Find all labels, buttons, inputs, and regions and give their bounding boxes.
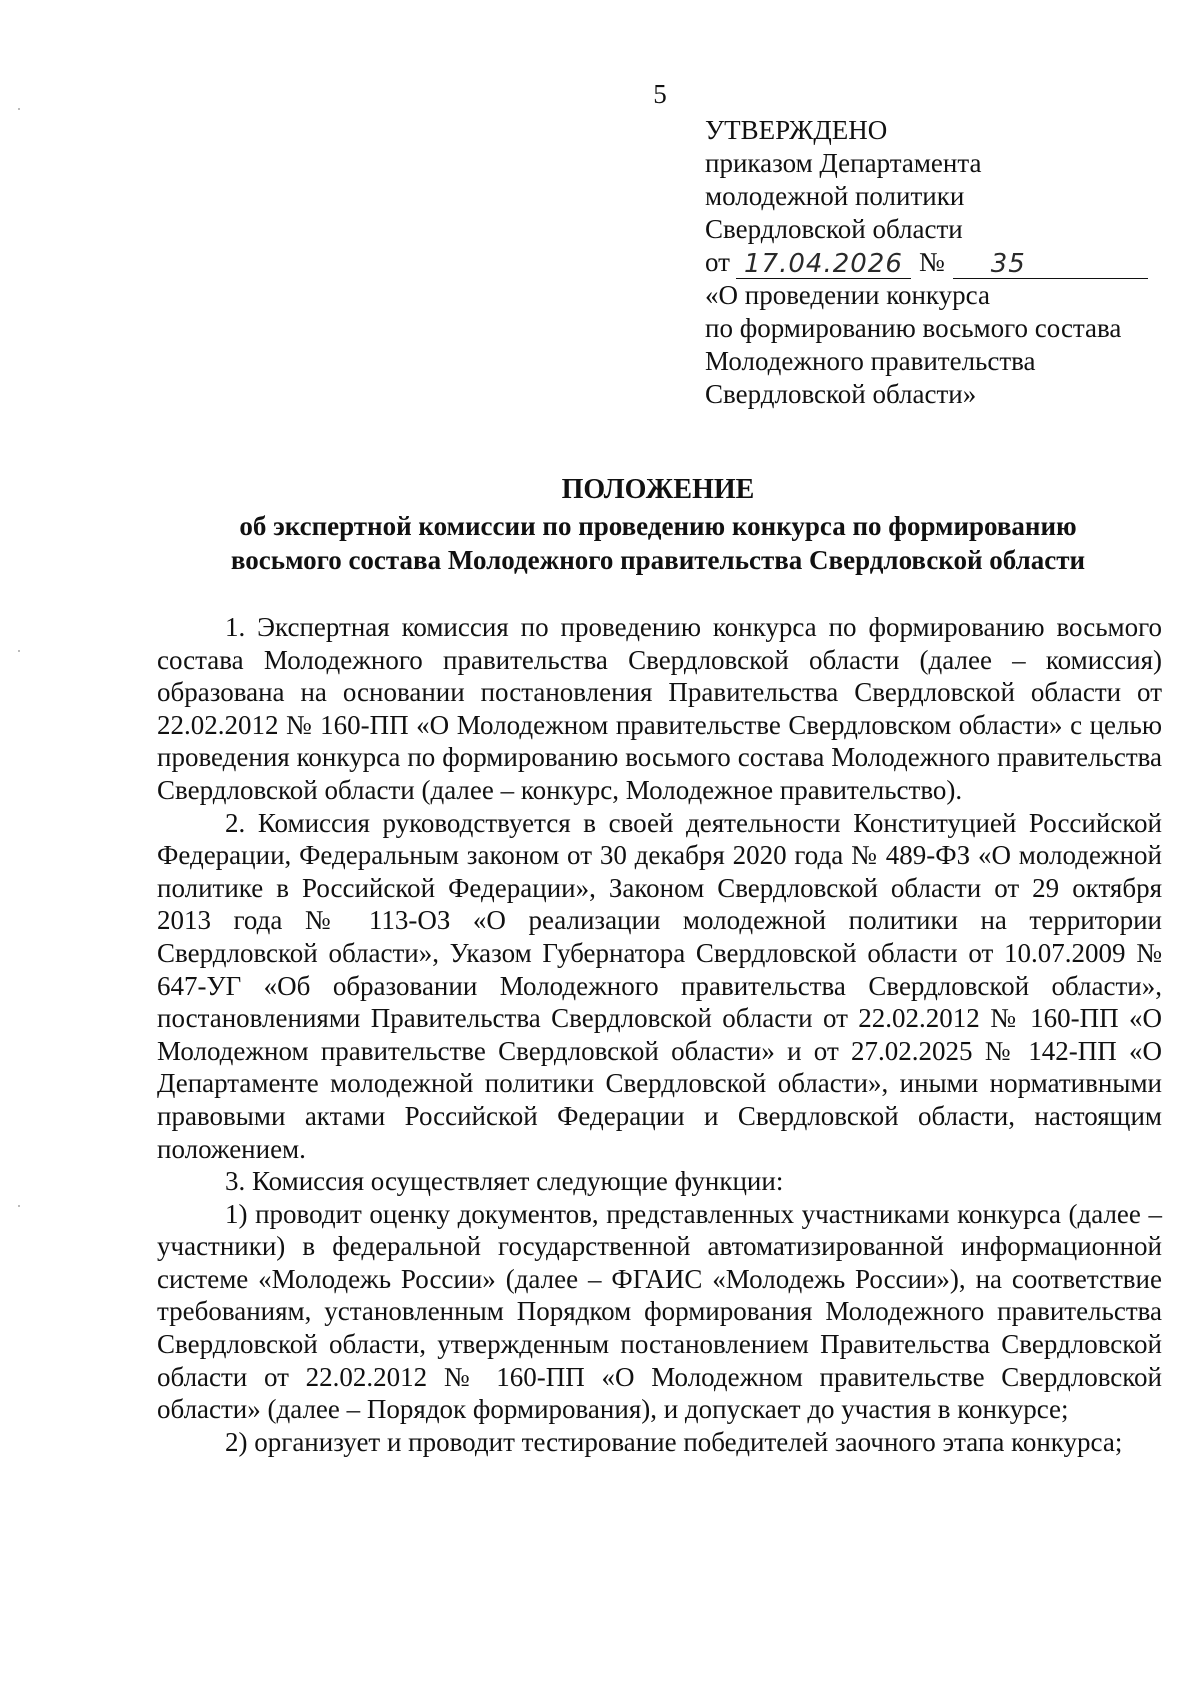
title-subtitle-1: об экспертной комиссии по проведению конкурса по формированию: [239, 511, 1077, 541]
approval-line-2: молодежной политики: [705, 181, 965, 211]
number-label: №: [918, 247, 945, 277]
page-number: 5: [653, 79, 667, 109]
handwritten-date: 17.04.2026: [736, 250, 911, 279]
approval-line-3: Свердловской области: [705, 214, 963, 244]
approval-subject-line-1: «О проведении конкурса: [705, 280, 990, 310]
approval-date-number-line: [705, 246, 1165, 279]
title-subtitle-2: восьмого состава Молодежного правительства Свердловской области: [230, 545, 1086, 575]
paragraph-3-item-2: 2) организует и проводит тестирование победителей заочного этапа конкурса;: [225, 1426, 1123, 1457]
paragraph-2: 2. Комиссия руководствуется в своей деятельности Конституцией Российской Федерации, Федеральным законом от 30 декабря 2020 года № 489-ФЗ «О молодежной политике в Российской Федерации», Законом Свердловской области от 29 октября 2013 года № 113-ОЗ «О реализации молодежной политики на территории Свердловской области», Указом Губернатора Свердловской области от 10.07.2009 № 647-УГ «Об образовании Молодежного правительства Свердловской области», постановлениями Правительства Свердловской области от 22.02.2012 № 160-ПП «О Молодежном правительстве Свердловской области» и от 27.02.2025 № 142-ПП «О Департаменте молодежной политики Свердловской области», иными нормативными правовыми актами Российской Федерации и Свердловской области, настоящим положением.: [157, 807, 1162, 1164]
document-title: [150, 473, 1166, 577]
approval-heading: УТВЕРЖДЕНО: [705, 115, 888, 145]
from-label: от: [705, 247, 730, 277]
handwritten-number: 35: [953, 250, 1148, 279]
document-body: [157, 611, 1162, 1458]
scan-mark: [18, 108, 20, 110]
paragraph-3-item-1: 1) проводит оценку документов, представленных участниками конкурса (далее – участники) в федеральной государственной автоматизированной информационной системе «Молодежь России» (далее – ФГАИС «Молодежь России»), на соответствие требованиям, установленным Порядком формирования Молодежного правительства Свердловской области, утвержденным постановлением Правительства Свердловской области от 22.02.2012 № 160-ПП «О Молодежном правительстве Свердловской области» (далее – Порядок формирования), и допускает до участия в конкурсе;: [157, 1198, 1162, 1425]
approval-stamp: [705, 114, 1165, 411]
approval-subject-line-4: Свердловской области»: [705, 379, 977, 409]
paragraph-3: 3. Комиссия осуществляет следующие функции:: [225, 1166, 784, 1197]
approval-subject-line-3: Молодежного правительства: [705, 346, 1036, 376]
paragraph-1: 1. Экспертная комиссия по проведению конкурса по формированию восьмого состава Молодежного правительства Свердловской области (далее – комиссия) образована на основании постановления Правительства Свердловской области от 22.02.2012 № 160-ПП «О Молодежном правительстве Свердловском области» с целью проведения конкурса по формированию восьмого состава Молодежного правительства Свердловской области (далее – конкурс, Молодежное правительство).: [157, 612, 1162, 805]
approval-subject-line-2: по формированию восьмого состава: [705, 313, 1122, 343]
title-main: ПОЛОЖЕНИЕ: [561, 474, 755, 505]
scan-mark: [18, 1205, 20, 1207]
scan-mark: [18, 650, 20, 652]
approval-line-1: приказом Департамента: [705, 148, 982, 178]
